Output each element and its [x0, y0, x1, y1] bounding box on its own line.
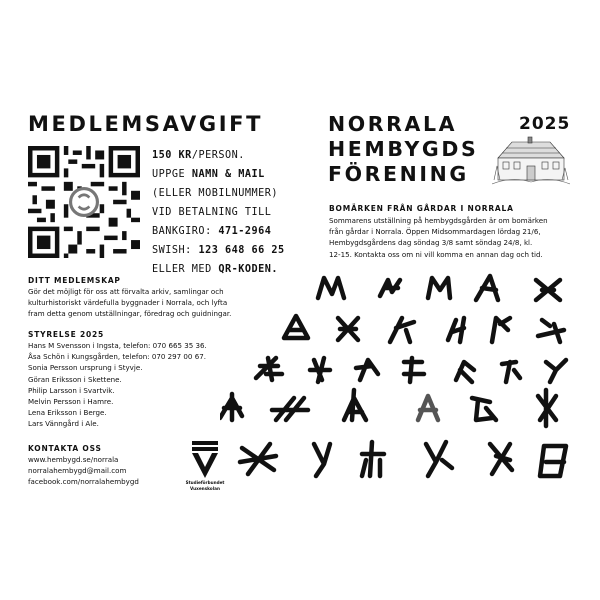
qr-note: ELLER MED [152, 264, 219, 275]
logo-text-line1: Studieförbundet [185, 480, 225, 485]
bomarken-text-line: 12-15. Kontakta oss om ni vill komma en annan dag och tid. [329, 249, 543, 259]
swish-label: SWISH: [152, 245, 199, 256]
house-mark-icon [540, 446, 566, 476]
house-mark-icon [472, 398, 496, 420]
house-mark-icon [426, 442, 452, 476]
house-mark-icon [310, 358, 330, 382]
house-mark-icon [404, 358, 424, 382]
title-line: FÖRENING [328, 162, 469, 186]
board-member: Göran Eriksson i Skettene. [28, 374, 122, 384]
bomarken-heading: BOMÄRKEN FRÅN GÅRDAR I NORRALA [329, 204, 514, 213]
board-member: Lars Vänngård i Ale. [28, 419, 99, 429]
bomarken-text-line: från gårdar i Norrala. Öppen Midsommardagen lördag 21/6, [329, 227, 541, 237]
board-member: Philip Larsson i Svartvik. [28, 385, 115, 395]
board-member: Melvin Persson i Hamre. [28, 397, 114, 407]
board-member: Hans M Svensson i Ingsta, telefon: 070 665 35 36. [28, 341, 207, 350]
bomarken-text-line: Sommarens utställning på hembygdsgården är om bomärken [329, 216, 548, 225]
fee-unit: /PERSON. [191, 150, 245, 161]
contact-website-link[interactable]: www.hembygd.se/norrala [28, 455, 119, 464]
house-mark-icon [314, 444, 330, 476]
board-member: Åsa Schön i Kungsgården, telefon: 070 297 00 67. [28, 352, 206, 362]
logo-text-line2: Vuxenskolan [190, 485, 220, 491]
membership-fee-title: MEDLEMSAVGIFT [28, 112, 264, 136]
fee-amount: 150 KR [152, 150, 192, 161]
membership-text-line: kulturhistoriskt värdefulla byggnader i Norrala, och lyfta [28, 298, 228, 308]
year-label: 2025 [519, 114, 571, 134]
fee-instruction-bold: NAMN & MAIL [191, 169, 265, 180]
title-line: HEMBYGDS [328, 137, 479, 161]
house-mark-icon [538, 320, 564, 342]
house-mark-icon [546, 360, 566, 382]
association-title [328, 112, 478, 187]
board-heading: STYRELSE 2025 [28, 330, 105, 339]
house-drawing-icon [492, 136, 570, 186]
qr-code-icon[interactable] [28, 146, 140, 258]
house-mark-icon [492, 318, 510, 342]
house-mark-icon [476, 276, 498, 300]
house-mark-icon [456, 362, 474, 382]
swish-number: 123 648 66 25 [198, 245, 285, 256]
qr-note-bold: QR-KODEN. [218, 264, 279, 275]
contact-heading: KONTAKTA OSS [28, 444, 102, 453]
contact-facebook-link[interactable]: facebook.com/norralahembygd [28, 477, 139, 487]
house-mark-icon [380, 280, 400, 296]
house-mark-icon [390, 318, 414, 342]
house-mark-icon [284, 316, 308, 338]
fee-instruction-alt: (ELLER MOBILNUMMER) [152, 188, 279, 199]
house-mark-icon [344, 390, 366, 420]
house-mark-icon [418, 396, 438, 420]
membership-heading: DITT MEDLEMSKAP [28, 276, 121, 285]
house-mark-icon [272, 398, 308, 420]
house-mark-icon [240, 444, 276, 474]
contact-email-link[interactable]: norralahembygd@mail.com [28, 466, 127, 476]
house-mark-icon [318, 278, 344, 298]
bomarken-text [329, 215, 575, 260]
house-mark-icon [536, 280, 560, 300]
house-mark-icon [448, 318, 464, 342]
house-mark-icon [428, 278, 450, 298]
house-mark-icon [502, 362, 520, 382]
bankgiro-number: 471-2964 [218, 226, 272, 237]
house-mark-icon [256, 358, 282, 380]
house-mark-icon [356, 360, 378, 380]
house-mark-icon [220, 394, 242, 420]
studieforbundet-logo-icon [188, 440, 222, 480]
board-member: Lena Eriksson i Berge. [28, 408, 107, 418]
house-mark-icon [362, 442, 384, 476]
membership-text-line: fram detta genom utställningar, föredrag och guidningar. [28, 309, 232, 319]
fee-details [152, 146, 285, 279]
fee-payment-note: VID BETALNING TILL [152, 207, 272, 218]
board-member: Sonia Persson ursprung i Styvje. [28, 363, 143, 373]
house-mark-icon [490, 444, 512, 474]
contact-section [28, 444, 198, 488]
house-mark-icon [538, 390, 556, 426]
bankgiro-label: BANKGIRO: [152, 226, 219, 237]
house-mark-icon [338, 318, 358, 340]
bomarken-text-line: Hembygdsgårdens dag söndag 3/8 samt söndag 24/8, kl. [329, 238, 533, 248]
membership-text-line: Gör det möjligt för oss att förvalta arkiv, samlingar och [28, 287, 224, 296]
bomarken-marks-illustration [220, 270, 580, 490]
title-line: NORRALA [328, 112, 458, 136]
fee-instruction: UPPGE [152, 169, 192, 180]
